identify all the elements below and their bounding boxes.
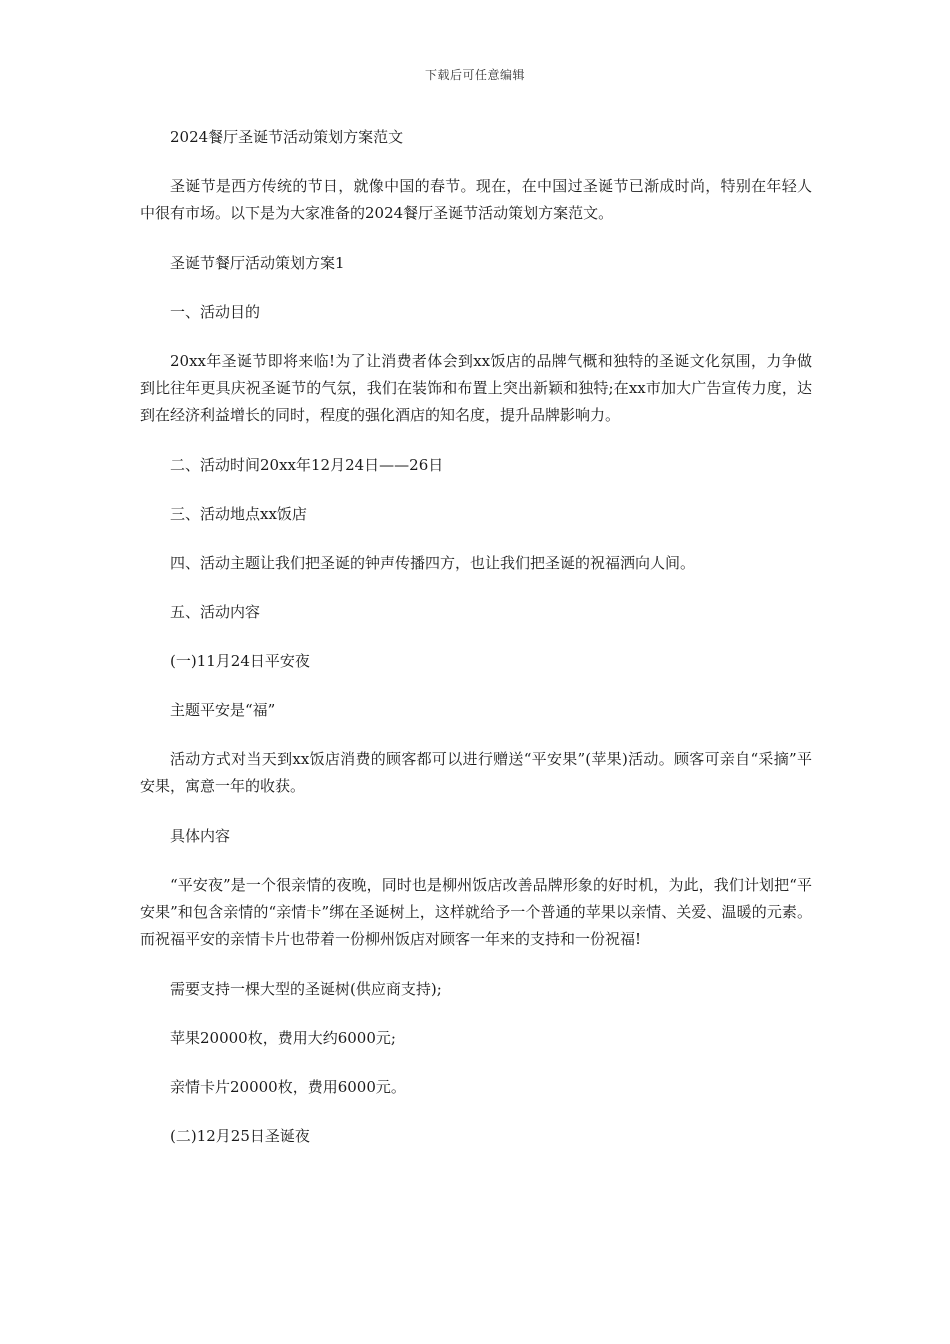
plan-title: 圣诞节餐厅活动策划方案1 bbox=[170, 254, 345, 272]
document-title: 2024餐厅圣诞节活动策划方案范文 bbox=[170, 128, 404, 146]
subsection-theme: 主题平安是“福” bbox=[170, 701, 276, 719]
subsection-christmas-eve: (一)11月24日平安夜 bbox=[170, 652, 310, 670]
document-body bbox=[140, 124, 812, 1172]
section-heading-purpose: 一、活动目的 bbox=[170, 303, 261, 321]
section-location: 三、活动地点xx饭店 bbox=[170, 505, 307, 523]
details-paragraph: “平安夜”是一个很亲情的夜晚，同时也是柳州饭店改善品牌形象的好时机，为此，我们计划把“平安果”和包含亲情的“亲情卡”绑在圣诞树上，这样就给予一个普通的苹果以亲情、关爱、温暖的元素。而祝福平安的亲情卡片也带着一份柳州饭店对顾客一年来的支持和一份祝福! bbox=[140, 876, 812, 948]
details-heading: 具体内容 bbox=[170, 827, 231, 845]
need-apples: 苹果20000枚，费用大约6000元; bbox=[170, 1029, 396, 1047]
subsection-christmas-night: (二)12月25日圣诞夜 bbox=[170, 1127, 310, 1145]
purpose-paragraph: 20xx年圣诞节即将来临!为了让消费者体会到xx饭店的品牌气概和独特的圣诞文化氛围，力争做到比往年更具庆祝圣诞节的气氛，我们在装饰和布置上突出新颖和独特;在xx市加大广告宣传力度，达到在经济利益增长的同时，程度的强化酒店的知名度，提升品牌影响力。 bbox=[140, 352, 812, 424]
section-time: 二、活动时间20xx年12月24日——26日 bbox=[170, 456, 444, 474]
section-theme: 四、活动主题让我们把圣诞的钟声传播四方，也让我们把圣诞的祝福洒向人间。 bbox=[170, 554, 696, 572]
intro-paragraph: 圣诞节是西方传统的节日，就像中国的春节。现在，在中国过圣诞节已渐成时尚，特别在年轻人中很有市场。以下是为大家准备的2024餐厅圣诞节活动策划方案范文。 bbox=[140, 177, 812, 222]
page-header-note: 下载后可任意编辑 bbox=[424, 68, 525, 82]
need-cards: 亲情卡片20000枚，费用6000元。 bbox=[170, 1078, 406, 1096]
need-tree: 需要支持一棵大型的圣诞树(供应商支持); bbox=[170, 980, 442, 998]
section-heading-content: 五、活动内容 bbox=[170, 603, 261, 621]
activity-method-paragraph: 活动方式对当天到xx饭店消费的顾客都可以进行赠送“平安果”(苹果)活动。顾客可亲自“采摘”平安果，寓意一年的收获。 bbox=[140, 750, 812, 795]
